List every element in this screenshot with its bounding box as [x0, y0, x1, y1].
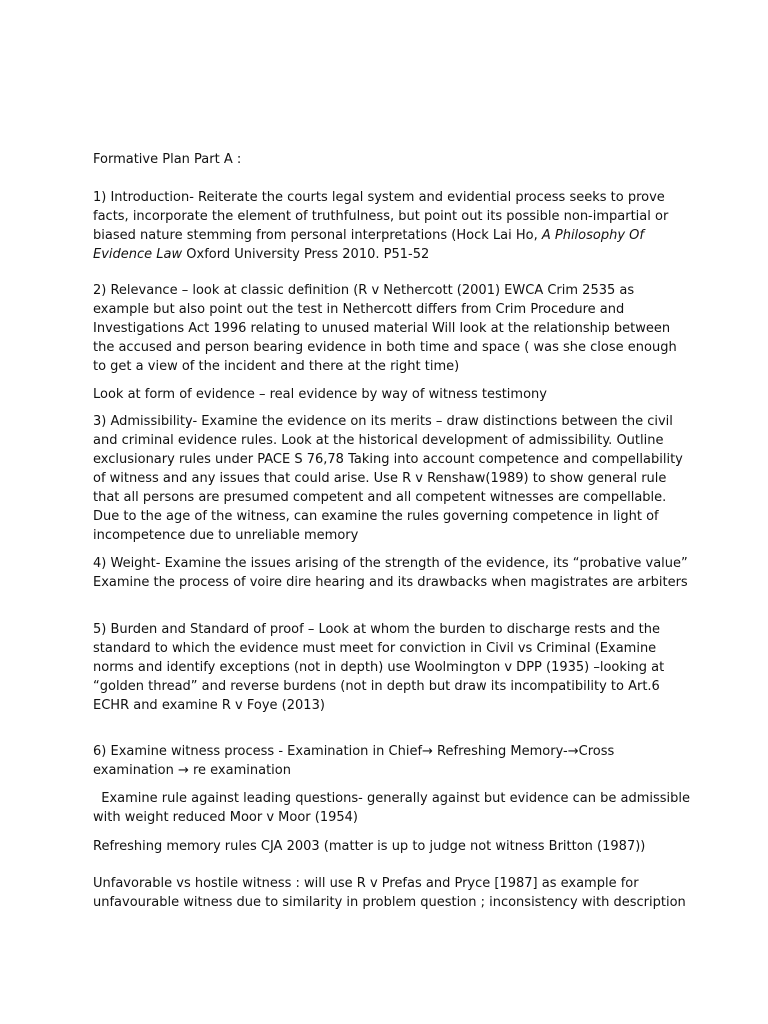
section-burden-of-proof: 5) Burden and Standard of proof – Look at whom the burden to discharge rests and the standard to which the evidence must meet for conviction in Civil vs Criminal (Examine norms and identify exceptions (not in depth) use Woolmington v DPP (1935) –looking at “golden thread” and reverse burdens (not in depth but draw its incompatibility to Art.6 ECHR and examine R v Foye (2013)	[93, 622, 665, 713]
section-weight: 4) Weight- Examine the issues arising of the strength of the evidence, its “probative value” Examine the process of voire dire hearing and its drawbacks when magistrates are arbiters	[93, 556, 688, 590]
document-title: Formative Plan Part A :	[93, 152, 242, 167]
intro-text: 1) Introduction- Reiterate the courts legal system and evidential process seeks to prove facts, incorporate the element of truthfulness, but point out its possible non-impartial or biased nature stemming from personal interpretations (Hock Lai Ho,	[93, 190, 669, 243]
hostile-witness-note: Unfavorable vs hostile witness : will use R v Prefas and Pryce [1987] as example for unfavourable witness due to similarity in problem question ; inconsistency with description	[93, 876, 686, 910]
intro-text-end: Oxford University Press 2010. P51-52	[182, 247, 430, 262]
section-admissibility: 3) Admissibility- Examine the evidence on its merits – draw distinctions between the civil and criminal evidence rules. Look at the historical development of admissibility. Outline exclusionary rules under PACE S 76,78 Taking into account competence and compellability of witness and any issues that could arise. Use R v Renshaw(1989) to show general rule that all persons are presumed competent and all competent witnesses are compellable. Due to the age of the witness, can examine the rules governing competence in light of incompetence due to unreliable memory	[93, 414, 683, 543]
book-title: A Philosophy Of Evidence Law	[93, 228, 644, 262]
refreshing-memory-note: Refreshing memory rules CJA 2003 (matter is up to judge not witness Britton (1987))	[93, 839, 646, 854]
section-witness-process: 6) Examine witness process - Examination in Chief→ Refreshing Memory-→Cross examination → re examination	[93, 744, 615, 778]
section-introduction	[93, 188, 693, 264]
form-of-evidence-note: Look at form of evidence – real evidence by way of witness testimony	[93, 387, 547, 402]
leading-questions-note: Examine rule against leading questions- generally against but evidence can be admissible with weight reduced Moor v Moor (1954)	[93, 791, 695, 825]
section-relevance: 2) Relevance – look at classic definition (R v Nethercott (2001) EWCA Crim 2535 as example but also point out the test in Nethercott differs from Crim Procedure and Investigations Act 1996 relating to unused material Will look at the relationship between the accused and person bearing evidence in both time and space ( was she close enough to get a view of the incident and there at the right time)	[93, 283, 677, 374]
